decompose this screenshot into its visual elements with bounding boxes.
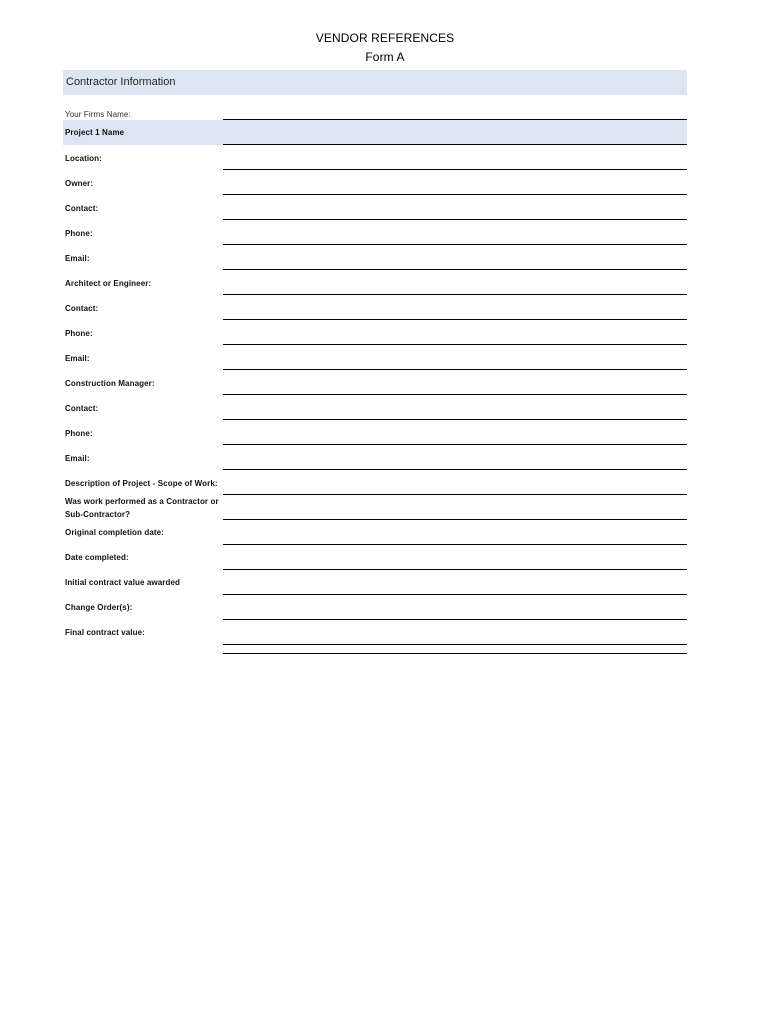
form-row-contractor-type xyxy=(63,495,687,520)
section-header-contractor-information xyxy=(63,70,687,95)
form-row-original-completion-date xyxy=(63,520,687,545)
form-row-construction-manager xyxy=(63,370,687,395)
field-label-contractor-type-line1: Was work performed as a Contractor or xyxy=(65,497,219,506)
field-label-owner-contact: Contact: xyxy=(65,204,99,213)
field-label-original-completion-date: Original completion date: xyxy=(65,528,164,537)
cm-email-field[interactable] xyxy=(223,445,687,470)
field-label-cm-phone: Phone: xyxy=(65,429,93,438)
field-label-contractor-type-line2: Sub-Contractor? xyxy=(65,510,131,519)
form-row-owner-email xyxy=(63,245,687,270)
form-row-owner-phone xyxy=(63,220,687,245)
form-row-date-completed xyxy=(63,545,687,570)
form-row-owner-contact xyxy=(63,195,687,220)
document-subtitle: Form A xyxy=(365,50,405,64)
field-label-firm-name: Your Firms Name: xyxy=(65,110,131,119)
owner-phone-field[interactable] xyxy=(223,220,687,245)
form-row-cm-phone xyxy=(63,420,687,445)
form-row-location xyxy=(63,145,687,170)
field-label-final-contract-value: Final contract value: xyxy=(65,628,145,637)
original-completion-date-field[interactable] xyxy=(223,520,687,545)
form-row-architect-contact xyxy=(63,295,687,320)
form-row-cm-email xyxy=(63,445,687,470)
field-label-contractor-type xyxy=(65,495,235,521)
form-row-initial-contract-value xyxy=(63,570,687,595)
form-row-architect-email xyxy=(63,345,687,370)
field-label-architect-email: Email: xyxy=(65,354,90,363)
field-label-initial-contract-value: Initial contract value awarded xyxy=(65,578,181,587)
field-label-architect-phone: Phone: xyxy=(65,329,93,338)
contractor-type-field[interactable] xyxy=(223,495,687,520)
field-label-project-name: Project 1 Name xyxy=(65,128,125,137)
document-header xyxy=(0,29,770,67)
form-row-owner xyxy=(63,170,687,195)
architect-email-field[interactable] xyxy=(223,345,687,370)
location-field[interactable] xyxy=(223,145,687,170)
field-label-owner-email: Email: xyxy=(65,254,90,263)
architect-phone-field[interactable] xyxy=(223,320,687,345)
form-row-project-description xyxy=(63,470,687,495)
construction-manager-field[interactable] xyxy=(223,370,687,395)
field-label-owner: Owner: xyxy=(65,179,94,188)
closing-rule xyxy=(223,653,687,654)
form-row-cm-contact xyxy=(63,395,687,420)
field-label-project-description: Description of Project - Scope of Work: xyxy=(65,479,218,488)
form-row-change-orders xyxy=(63,595,687,620)
final-contract-value-field[interactable] xyxy=(223,620,687,645)
field-label-location: Location: xyxy=(65,154,102,163)
change-orders-field[interactable] xyxy=(223,595,687,620)
form-row-architect xyxy=(63,270,687,295)
owner-contact-field[interactable] xyxy=(223,195,687,220)
field-label-owner-phone: Phone: xyxy=(65,229,93,238)
architect-contact-field[interactable] xyxy=(223,295,687,320)
form-row-firm-name xyxy=(63,95,687,120)
architect-field[interactable] xyxy=(223,270,687,295)
section-title: Contractor Information xyxy=(66,76,176,88)
form-row-architect-phone xyxy=(63,320,687,345)
field-label-change-orders: Change Order(s): xyxy=(65,603,133,612)
owner-field[interactable] xyxy=(223,170,687,195)
project-name-field[interactable] xyxy=(223,120,687,145)
field-label-construction-manager: Construction Manager: xyxy=(65,379,155,388)
form-row-project-name xyxy=(63,120,687,145)
field-label-architect-contact: Contact: xyxy=(65,304,99,313)
cm-contact-field[interactable] xyxy=(223,395,687,420)
field-label-architect: Architect or Engineer: xyxy=(65,279,152,288)
date-completed-field[interactable] xyxy=(223,545,687,570)
firm-name-field[interactable] xyxy=(223,95,687,120)
form-row-final-contract-value xyxy=(63,620,687,645)
owner-email-field[interactable] xyxy=(223,245,687,270)
field-label-cm-email: Email: xyxy=(65,454,90,463)
field-label-date-completed: Date completed: xyxy=(65,553,129,562)
field-label-cm-contact: Contact: xyxy=(65,404,99,413)
initial-contract-value-field[interactable] xyxy=(223,570,687,595)
project-description-field[interactable] xyxy=(223,470,687,495)
cm-phone-field[interactable] xyxy=(223,420,687,445)
document-title: VENDOR REFERENCES xyxy=(315,31,455,45)
